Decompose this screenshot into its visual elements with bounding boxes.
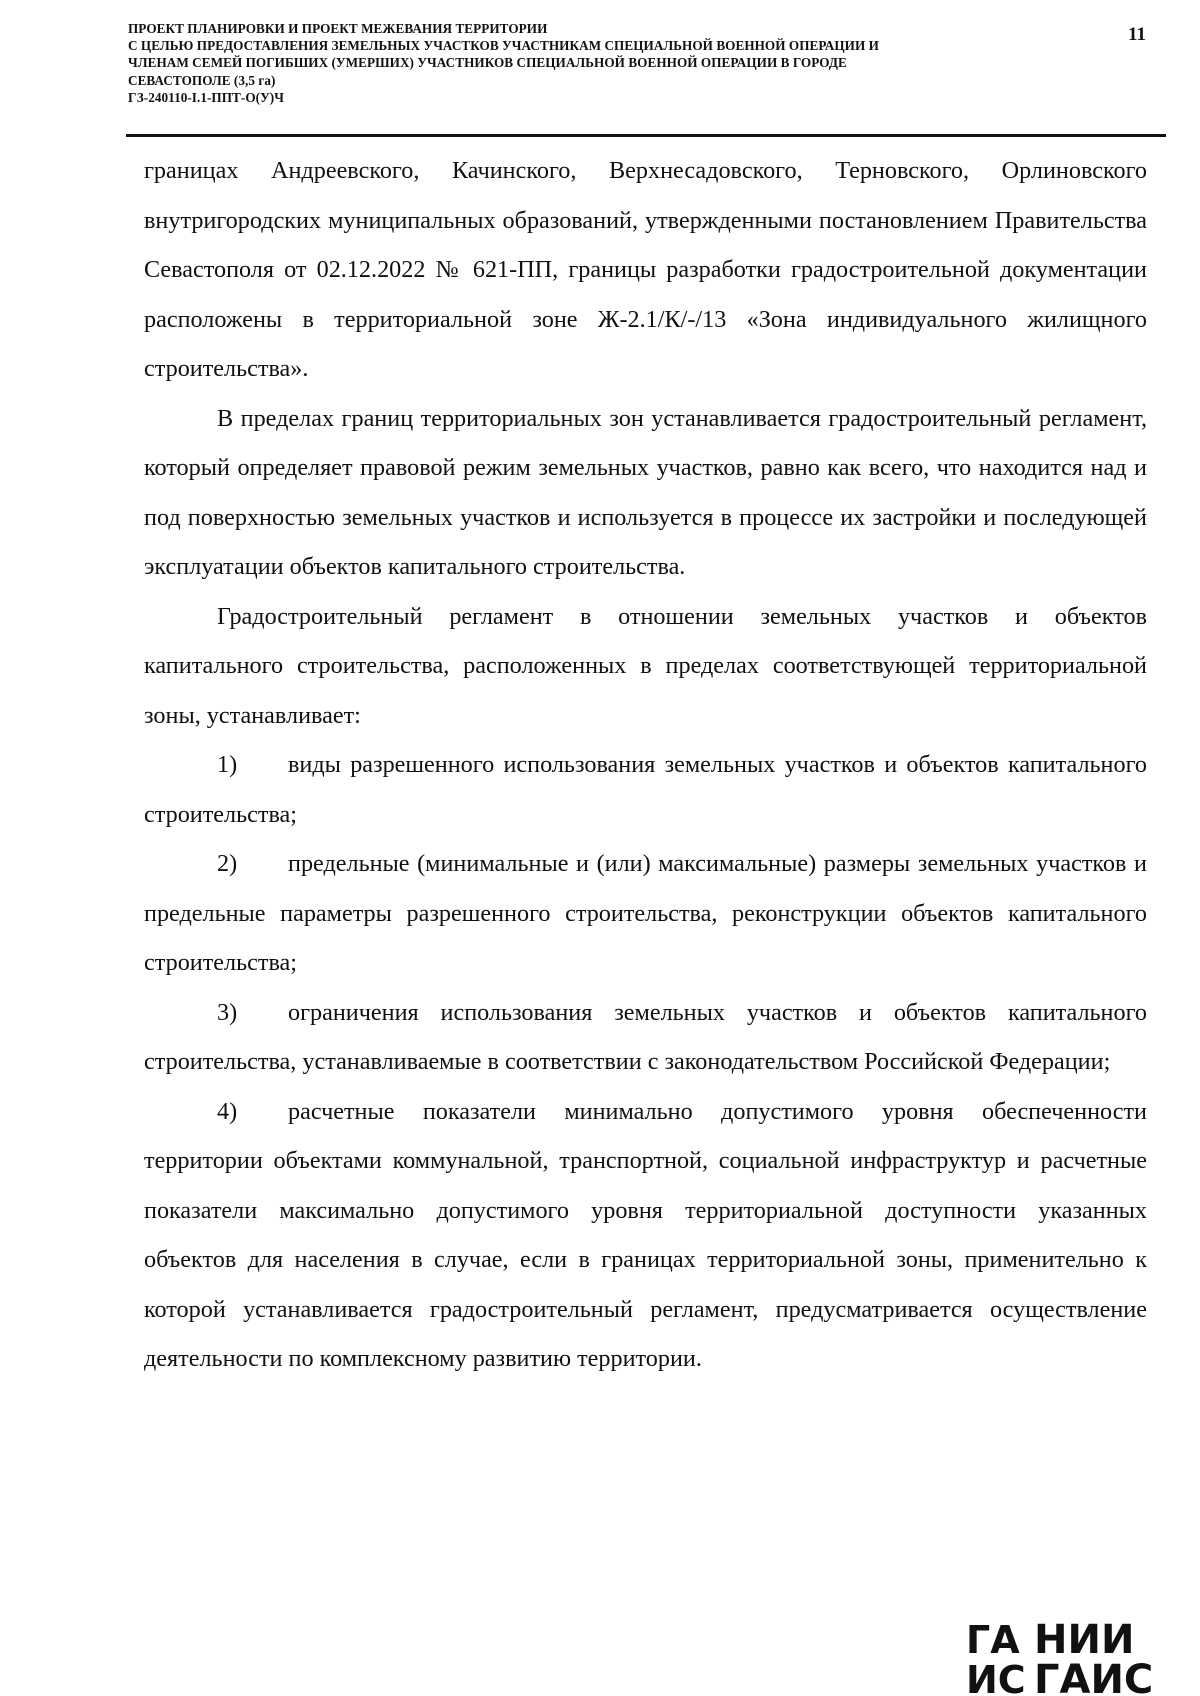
- company-logo: [964, 1611, 1154, 1696]
- header-line-5: ГЗ-240110-I.1-ППТ-О(У)Ч: [128, 89, 284, 105]
- paragraph-regulation-intro: В пределах границ территориальных зон устанавливается градостроительный регламент, который определяет правовой режим земельных участков, равно как всего, что находится над и под поверхностью земельных участков и используется в процессе их застройки и последующей эксплуатации объектов капитального строительства.: [144, 404, 1147, 580]
- list-item-3: [144, 988, 1147, 1087]
- list-number: 1): [217, 751, 238, 778]
- list-number: 3): [217, 998, 238, 1026]
- list-item-2: [144, 839, 1147, 988]
- niigais-logo-icon: [964, 1611, 1154, 1696]
- page-number: 11: [1128, 24, 1146, 45]
- paragraph-regulation-scope: Градостроительный регламент в отношении земельных участков и объектов капитального строительства, расположенных в пределах соответствующей территориальной зоны, устанавливает:: [144, 602, 1147, 729]
- logo-text-bottom: ГАИС: [1034, 1657, 1154, 1696]
- document-body: [144, 146, 1147, 1384]
- list-number: 2): [217, 850, 238, 877]
- list-item-text: виды разрешенного использования земельных участков и объектов капитального строительства;: [144, 751, 1147, 828]
- logo-text-top: НИИ: [1034, 1617, 1135, 1663]
- header-line-3: ЧЛЕНАМ СЕМЕЙ ПОГИБШИХ (УМЕРШИХ) УЧАСТНИКОВ СПЕЦИАЛЬНОЙ ВОЕННОЙ ОПЕРАЦИИ В ГОРОДЕ: [128, 55, 847, 71]
- header-line-4: СЕВАСТОПОЛЕ (3,5 га): [128, 72, 276, 88]
- list-number: 4): [217, 1097, 238, 1125]
- header-line-2: С ЦЕЛЬЮ ПРЕДОСТАВЛЕНИЯ ЗЕМЕЛЬНЫХ УЧАСТКОВ УЧАСТНИКАМ СПЕЦИАЛЬНОЙ ВОЕННОЙ ОПЕРАЦИИ И: [128, 38, 879, 54]
- logo-mark-bottom: ИС: [966, 1658, 1026, 1696]
- paragraph-continuation: границах Андреевского, Качинского, Верхнесадовского, Терновского, Орлиновского внутригородских муниципальных образований, утвержденными постановлением Правительства Севастополя от 02.12.2022 № 621-ПП, границы разработки градостроительной документации расположены в территориальной зоне Ж-2.1/К/-/13 «Зона индивидуального жилищного строительства».: [144, 157, 1147, 382]
- list-item-text: ограничения использования земельных участков и объектов капитального строительства, устанавливаемые в соответствии с законодательством Российской Федерации;: [144, 998, 1147, 1075]
- header-line-1: ПРОЕКТ ПЛАНИРОВКИ И ПРОЕКТ МЕЖЕВАНИЯ ТЕРРИТОРИИ: [128, 21, 548, 36]
- document-header: [128, 20, 1128, 106]
- header-divider: [126, 134, 1166, 137]
- list-item-text: предельные (минимальные и (или) максимальные) размеры земельных участков и предельные параметры разрешенного строительства, реконструкции объектов капитального строительства;: [144, 850, 1147, 976]
- list-item-1: [144, 740, 1147, 839]
- list-item-text: расчетные показатели минимально допустимого уровня обеспеченности территории объектами коммунальной, транспортной, социальной инфраструктур и расчетные показатели максимально допустимого уровня территориальной доступности указанных объектов для населения в случае, если в границах территориальной зоны, применительно к которой устанавливается градостроительный регламент, предусматривается осуществление деятельности по комплексному развитию территории.: [144, 1097, 1147, 1372]
- list-item-4: [144, 1087, 1147, 1384]
- logo-mark-top: ГА: [966, 1618, 1020, 1662]
